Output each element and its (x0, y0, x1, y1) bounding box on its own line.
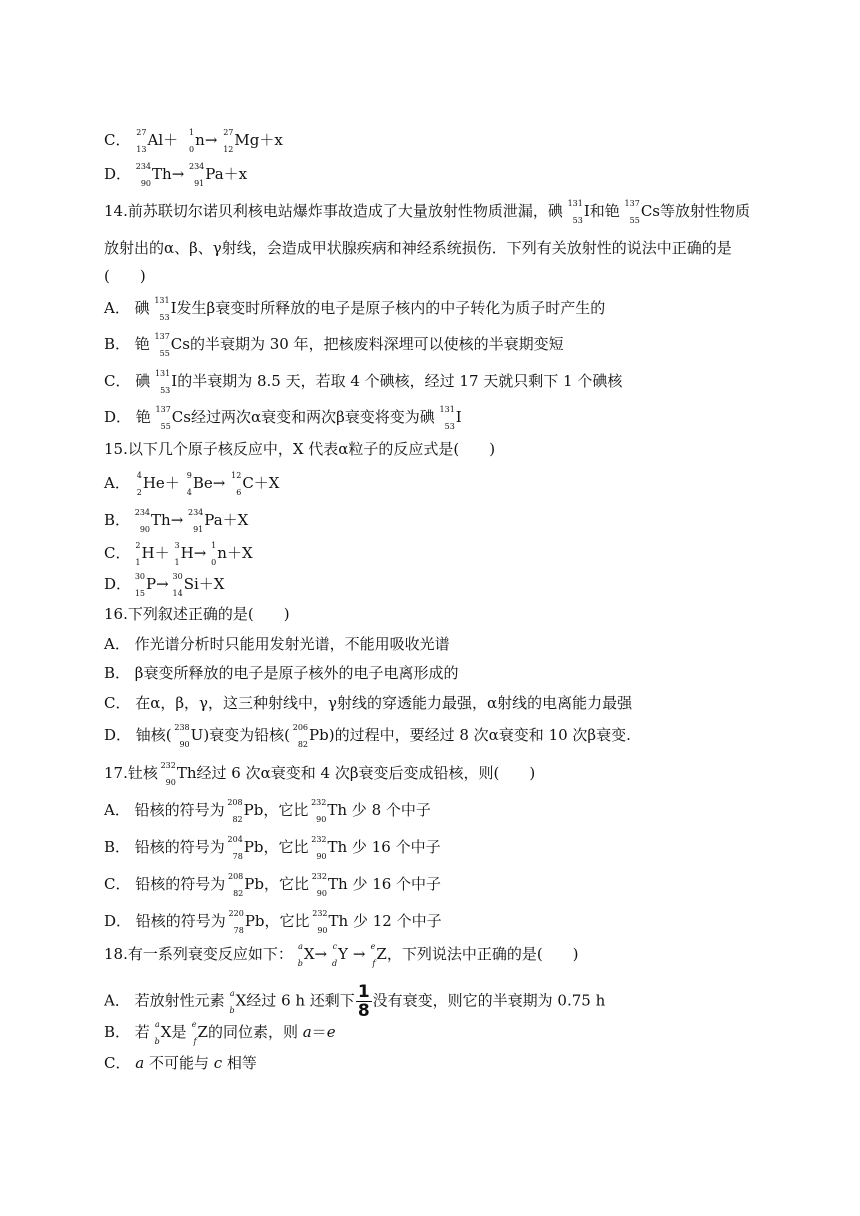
q16-stem: 16.下列叙述正确的是( ) (104, 605, 290, 623)
isotope-si30: 30 14 (172, 572, 183, 598)
isotope-cs137: 137 55 (624, 199, 640, 225)
q17-stem: 17.钍核 232 90 Th经过 6 次α衰变和 4 次β衰变后变成铅核，则( ) (104, 761, 536, 787)
q14-option-b[interactable]: B． 铯 137 55 Cs的半衰期为 30 年，把核废料深埋可以使核的半衰期变短 (104, 332, 564, 358)
nuclide-x: a b (297, 942, 303, 968)
isotope-i131: 131 53 (154, 296, 170, 322)
nuclide-z: e f (191, 1020, 197, 1046)
isotope-pa234: 234 91 (188, 508, 204, 534)
isotope-n1: 1 0 (189, 128, 195, 154)
isotope-i131: 131 53 (439, 405, 455, 431)
q13-option-d[interactable]: D． 234 90 Th→ 234 91 Pa＋x (104, 162, 248, 188)
isotope-th232: 232 90 (311, 798, 327, 824)
q15-option-b[interactable]: B． 234 90 Th→ 234 91 Pa＋X (104, 508, 249, 534)
isotope-al27: 27 13 (136, 128, 147, 154)
isotope-he4: 4 2 (136, 471, 142, 497)
isotope-u238: 238 90 (174, 723, 190, 749)
isotope-h3: 3 1 (174, 541, 180, 567)
isotope-i131: 131 53 (567, 199, 583, 225)
isotope-pb208: 208 82 (227, 798, 243, 824)
isotope-pb208: 208 82 (227, 872, 244, 898)
isotope-th232: 232 90 (160, 761, 176, 787)
isotope-p30: 30 15 (134, 572, 146, 598)
q16-option-c[interactable]: C． 在α，β，γ，这三种射线中，γ射线的穿透能力最强，α射线的电离能力最强 (104, 694, 633, 712)
q14-stem-line1: 14.前苏联切尔诺贝利核电站爆炸事故造成了大量放射性物质泄漏，碘 131 53 I和铯 137 55 Cs等放射性物质 (104, 199, 751, 225)
q16-option-a[interactable]: A． 作光谱分析时只能用发射光谱，不能用吸收光谱 (104, 635, 450, 653)
q14-stem-line3: ( ) (104, 267, 146, 285)
isotope-cs137: 137 55 (155, 405, 171, 431)
q17-option-b[interactable]: B． 铅核的符号为 204 78 Pb，它比 232 90 Th 少 16 个中子 (104, 835, 441, 861)
q15-option-c[interactable]: C． 2 1 H＋ 3 1 H→ 1 0 n＋X (104, 541, 253, 567)
isotope-be9: 9 4 (186, 471, 192, 497)
isotope-c12: 12 6 (231, 471, 242, 497)
q13-option-c[interactable]: C． 27 13 Al＋ 1 0 n→ 27 12 Mg＋x (104, 128, 283, 154)
q15-option-a[interactable]: A． 4 2 He＋ 9 4 Be→ 12 6 C＋X (104, 471, 280, 497)
isotope-th232: 232 90 (311, 835, 327, 861)
q18-option-c[interactable]: C． a 不可能与 c 相等 (104, 1054, 257, 1072)
q15-option-d[interactable]: D． 30 15 P→ 30 14 Si＋X (104, 572, 225, 598)
isotope-th232: 232 90 (312, 909, 328, 935)
isotope-h2: 2 1 (135, 541, 141, 567)
q16-option-b[interactable]: B． β衰变所释放的电子是原子核外的电子电离形成的 (104, 664, 459, 682)
q18-option-b[interactable]: B． 若 a b X是 e f Z的同位素，则 a＝e (104, 1020, 336, 1046)
q15-stem: 15.以下几个原子核反应中，X 代表α粒子的反应式是( ) (104, 440, 496, 458)
isotope-pb220: 220 78 (228, 909, 244, 935)
q14-stem-line2: 放射出的α、β、γ射线，会造成甲状腺疾病和神经系统损伤．下列有关放射性的说法中正确的是 (104, 239, 732, 257)
isotope-mg27: 27 12 (223, 128, 234, 154)
isotope-pb204: 204 78 (227, 835, 243, 861)
q18-stem: 18.有一系列衰变反应如下： a b X→ c d Y → e f Z，下列说法中正确的是( ) (104, 942, 579, 968)
nuclide-x: a b (229, 988, 235, 1015)
q14-option-c[interactable]: C． 碘 131 53 I的半衰期为 8.5 天，若取 4 个碘核，经过 17 天就只剩下 1 个碘核 (104, 369, 623, 395)
isotope-th234: 234 90 (135, 162, 152, 188)
isotope-pb206: 206 82 (292, 723, 309, 749)
fraction-one-eighth: $\frac{1}{8}$ (357, 982, 370, 1021)
q18-option-a[interactable]: A． 若放射性元素 a b X经过 6 h 还剩下 $\frac{1}{8}$ 没有衰变，则它的半衰期为 0.75 h (104, 982, 606, 1021)
isotope-n1: 1 0 (211, 541, 217, 567)
isotope-i131: 131 53 (154, 369, 171, 395)
q17-option-c[interactable]: C． 铅核的符号为 208 82 Pb，它比 232 90 Th 少 16 个中子 (104, 872, 442, 898)
isotope-th234: 234 90 (134, 508, 151, 534)
q17-option-a[interactable]: A． 铅核的符号为 208 82 Pb，它比 232 90 Th 少 8 个中子 (104, 798, 431, 824)
q16-option-d[interactable]: D． 铀核( 238 90 U)衰变为铅核( 206 82 Pb)的过程中，要经过 8 次α衰变和 10 次β衰变. (104, 723, 631, 749)
isotope-pa234: 234 91 (189, 162, 205, 188)
isotope-cs137: 137 55 (154, 332, 170, 358)
q14-option-a[interactable]: A． 碘 131 53 I发生β衰变时所释放的电子是原子核内的中子转化为质子时产生的 (104, 296, 606, 322)
isotope-th232: 232 90 (311, 872, 327, 898)
option-label: C． (104, 131, 131, 149)
nuclide-z: e f (370, 942, 376, 968)
q14-option-d[interactable]: D． 铯 137 55 Cs经过两次α衰变和两次β衰变将变为碘 131 53 I (104, 405, 462, 431)
q17-option-d[interactable]: D． 铅核的符号为 220 78 Pb，它比 232 90 Th 少 12 个中子 (104, 909, 442, 935)
nuclide-y: c d (332, 942, 338, 968)
nuclide-x: a b (154, 1020, 160, 1046)
